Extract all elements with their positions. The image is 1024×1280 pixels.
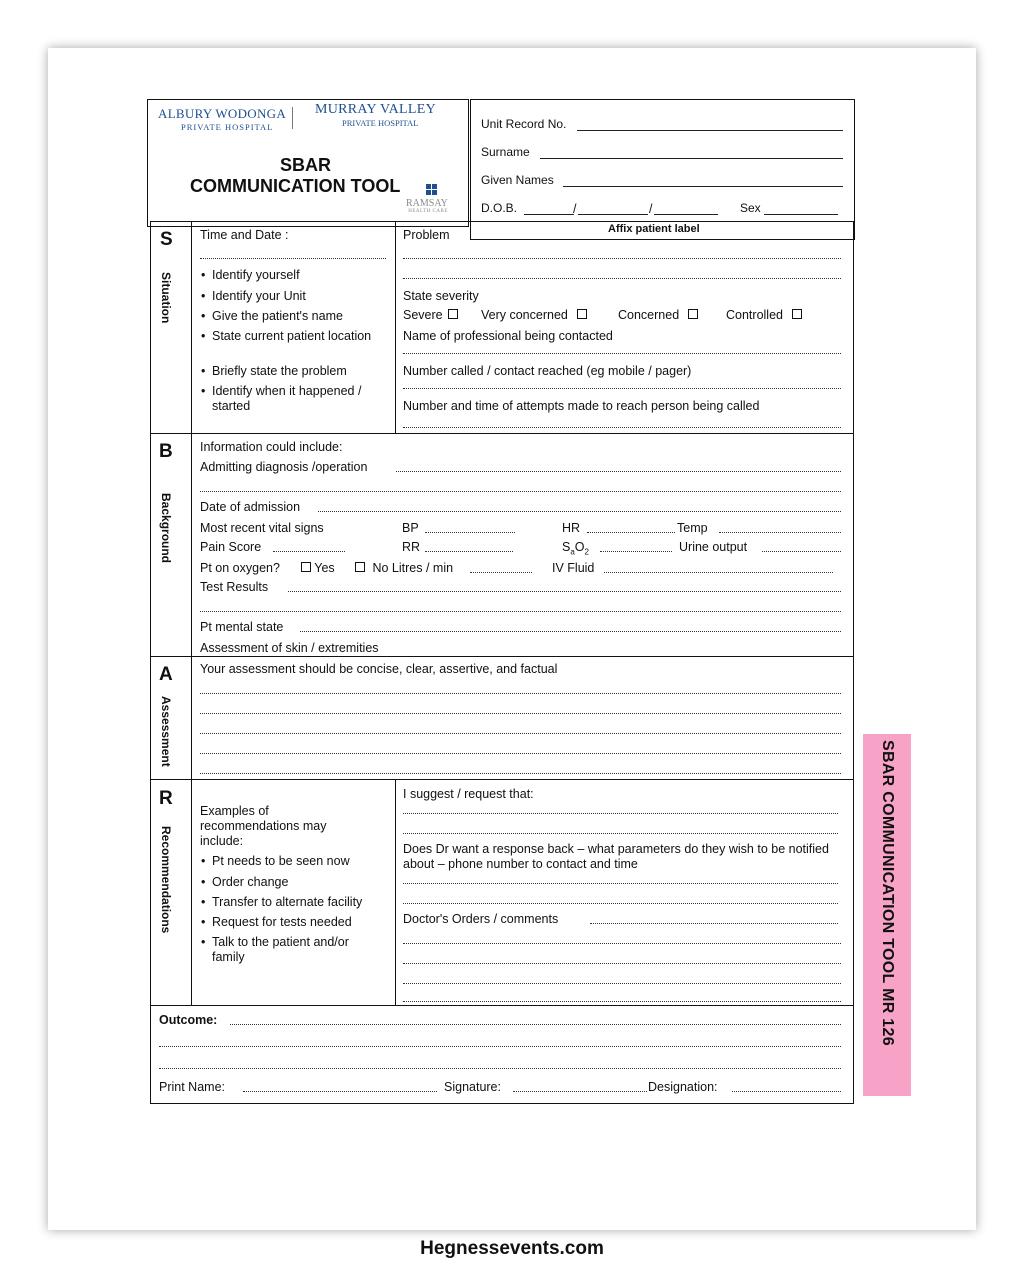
signature-label: Signature:	[444, 1080, 501, 1094]
designation-label: Designation:	[648, 1080, 718, 1094]
logo-left-line1: ALBURY WODONGA	[158, 106, 287, 121]
outcome-label: Outcome:	[159, 1013, 218, 1027]
skin-label: Assessment of skin / extremities	[200, 641, 379, 655]
time-date-field[interactable]	[200, 258, 386, 259]
assessment-field-5[interactable]	[200, 773, 841, 774]
sao2-s: S	[562, 540, 571, 554]
info-label: Information could include:	[200, 440, 343, 454]
surname-field[interactable]	[540, 158, 843, 159]
divider-ar	[150, 779, 854, 780]
divider-ba	[150, 656, 854, 657]
bp-label: BP	[402, 521, 419, 535]
recommendation-bullet: • Order change	[212, 875, 288, 890]
dob-slash-1: /	[573, 202, 577, 216]
assessment-field-1[interactable]	[200, 693, 841, 694]
hr-label: HR	[562, 521, 581, 535]
recommendation-bullet: • Talk to the patient and/or family	[212, 935, 382, 965]
dob-month-field[interactable]	[578, 214, 648, 215]
sex-label: Sex	[740, 201, 761, 215]
assessment-letter: A	[159, 664, 173, 685]
iv-fluid-label: IV Fluid	[552, 561, 595, 575]
problem-label: Problem	[403, 228, 450, 242]
admitting-field[interactable]	[396, 471, 841, 472]
dob-slash-2: /	[649, 202, 653, 216]
problem-field-2[interactable]	[403, 278, 841, 279]
signature-field[interactable]	[513, 1091, 647, 1092]
orders-field-2[interactable]	[403, 963, 841, 964]
given-names-label: Given Names	[481, 173, 554, 187]
print-name-field[interactable]	[243, 1091, 437, 1092]
unit-record-field[interactable]	[577, 130, 843, 131]
temp-label: Temp	[677, 521, 708, 535]
outcome-field-2[interactable]	[159, 1046, 841, 1047]
number-called-field[interactable]	[403, 388, 841, 389]
concerned-checkbox[interactable]	[688, 309, 698, 319]
logo-divider	[292, 107, 293, 129]
examples-label: Examples of recommendations may include:	[200, 804, 327, 848]
mental-state-field[interactable]	[300, 631, 841, 632]
very-concerned-checkbox[interactable]	[577, 309, 587, 319]
dob-day-field[interactable]	[524, 214, 574, 215]
outcome-field-1[interactable]	[230, 1024, 841, 1025]
designation-field[interactable]	[732, 1091, 841, 1092]
side-tab-text: SBAR COMMUNICATION TOOL MR 126	[879, 740, 896, 1046]
situation-bullet: • Identify yourself	[212, 268, 300, 283]
given-names-field[interactable]	[563, 186, 843, 187]
sao2-label	[562, 540, 589, 557]
suggest-field-1[interactable]	[403, 813, 838, 814]
affix-label: Affix patient label	[608, 223, 700, 235]
logo-left-line2: PRIVATE HOSPITAL	[181, 122, 274, 132]
oxygen-yes-label: Yes	[314, 561, 335, 575]
logo-right-line1: MURRAY VALLEY	[315, 102, 436, 117]
ramsay-text: RAMSAY	[406, 198, 448, 209]
sex-field[interactable]	[764, 214, 838, 215]
bp-field[interactable]	[425, 532, 515, 533]
sao2-o: O	[574, 540, 585, 554]
assessment-field-4[interactable]	[200, 753, 841, 754]
suggest-label: I suggest / request that:	[403, 787, 534, 801]
title-line1: SBAR	[280, 155, 332, 175]
vital-signs-label: Most recent vital signs	[200, 521, 324, 535]
doctors-orders-field[interactable]	[590, 923, 838, 924]
severe-option[interactable]	[403, 308, 458, 322]
divider-sb	[150, 433, 854, 434]
attempts-field[interactable]	[403, 427, 841, 428]
albury-wodonga-logo	[158, 106, 286, 132]
assessment-text: Your assessment should be concise, clear, assertive, and factual	[200, 662, 558, 676]
attempts-label: Number and time of attempts made to reach person being called	[403, 399, 760, 413]
background-letter: B	[159, 441, 173, 462]
orders-field-3[interactable]	[403, 983, 841, 984]
orders-field-1[interactable]	[403, 943, 841, 944]
situation-bullet: • State current patient location	[212, 329, 372, 344]
severe-checkbox[interactable]	[448, 309, 458, 319]
test-results-field-2[interactable]	[200, 611, 841, 612]
print-name-label: Print Name:	[159, 1080, 225, 1094]
temp-field[interactable]	[719, 532, 841, 533]
response-field-2[interactable]	[403, 903, 838, 904]
dob-label: D.O.B.	[481, 201, 518, 215]
concerned-option[interactable]	[618, 308, 698, 322]
murray-valley-logo	[315, 102, 436, 128]
outcome-field-3[interactable]	[159, 1068, 841, 1069]
controlled-label: Controlled	[726, 308, 783, 322]
mental-state-label: Pt mental state	[200, 620, 284, 634]
sao2-a: a	[570, 547, 575, 557]
urine-field[interactable]	[762, 551, 841, 552]
state-severity-label: State severity	[403, 289, 479, 303]
footer-watermark: Hegnessevents.com	[420, 1238, 604, 1259]
number-called-label: Number called / contact reached (eg mobile / pager)	[403, 364, 692, 378]
situation-letter: S	[160, 229, 173, 250]
s-mid-divider	[395, 222, 396, 433]
unit-record-label: Unit Record No.	[481, 117, 567, 131]
very-concerned-label: Very concerned	[481, 308, 568, 322]
orders-field-4[interactable]	[403, 1001, 841, 1002]
assessment-label: Assessment	[159, 696, 173, 767]
recommendations-letter: R	[159, 788, 173, 809]
very-concerned-option[interactable]	[481, 308, 587, 322]
iv-fluid-field[interactable]	[604, 572, 833, 573]
recommendation-bullet: • Pt needs to be seen now	[212, 854, 350, 869]
situation-bullet: • Identify your Unit	[212, 289, 306, 304]
background-label: Background	[159, 493, 173, 564]
date-admission-label: Date of admission	[200, 500, 301, 514]
pt-oxygen-label: Pt on oxygen?	[200, 561, 280, 575]
dob-year-field[interactable]	[654, 214, 718, 215]
problem-field-1[interactable]	[403, 258, 841, 259]
ramsay-sub: HEALTH CARE	[408, 209, 448, 214]
oxygen-yes-checkbox[interactable]	[301, 562, 311, 572]
controlled-checkbox[interactable]	[792, 309, 802, 319]
divider-r-outcome	[150, 1005, 854, 1006]
rr-field[interactable]	[425, 551, 513, 552]
time-date-label: Time and Date :	[200, 228, 289, 242]
situation-bullet: • Briefly state the problem	[212, 364, 347, 379]
oxygen-no-checkbox[interactable]	[355, 562, 365, 572]
logo-right-line2: PRIVATE HOSPITAL	[342, 118, 419, 128]
ramsay-logo	[406, 198, 448, 214]
name-professional-field[interactable]	[403, 353, 841, 354]
severe-label: Severe	[403, 308, 443, 322]
admitting-field-2[interactable]	[200, 491, 841, 492]
sao2-field[interactable]	[600, 551, 672, 552]
situation-label: Situation	[159, 272, 173, 324]
test-results-field[interactable]	[288, 591, 841, 592]
urine-label: Urine output	[679, 540, 748, 554]
doctors-orders-label: Doctor's Orders / comments	[403, 912, 559, 926]
cross-icon	[426, 184, 437, 195]
r-mid-divider	[395, 780, 396, 1005]
suggest-field-2[interactable]	[403, 833, 838, 834]
assessment-field-2[interactable]	[200, 713, 841, 714]
rr-label: RR	[402, 540, 421, 554]
recommendation-bullet: • Transfer to alternate facility	[212, 895, 362, 910]
situation-bullet: • Identify when it happened / started	[212, 384, 392, 414]
situation-bullet: • Give the patient's name	[212, 309, 343, 324]
response-back-label: Does Dr want a response back – what parameters do they wish to be notified about – phone number to contact and time	[403, 842, 829, 871]
test-results-label: Test Results	[200, 580, 269, 594]
oxygen-yes-option[interactable]	[296, 561, 335, 575]
sao2-2: 2	[584, 547, 589, 557]
oxygen-no-option[interactable]	[350, 561, 453, 575]
letter-col-divider	[191, 222, 192, 1006]
date-admission-field[interactable]	[318, 511, 841, 512]
recommendation-bullet: • Request for tests needed	[212, 915, 352, 930]
name-professional-label: Name of professional being contacted	[403, 329, 613, 343]
admitting-label: Admitting diagnosis /operation	[200, 460, 368, 474]
title-line2: COMMUNICATION TOOL	[190, 176, 401, 196]
response-field-1[interactable]	[403, 883, 838, 884]
hr-field[interactable]	[587, 532, 675, 533]
pain-score-label: Pain Score	[200, 540, 262, 554]
pain-score-field[interactable]	[273, 551, 345, 552]
controlled-option[interactable]	[726, 308, 802, 322]
litres-field[interactable]	[470, 572, 532, 573]
no-litres-label: No Litres / min	[372, 561, 454, 575]
surname-label: Surname	[481, 145, 530, 159]
recommendations-label: Recommendations	[159, 826, 173, 934]
concerned-label: Concerned	[618, 308, 680, 322]
assessment-field-3[interactable]	[200, 733, 841, 734]
